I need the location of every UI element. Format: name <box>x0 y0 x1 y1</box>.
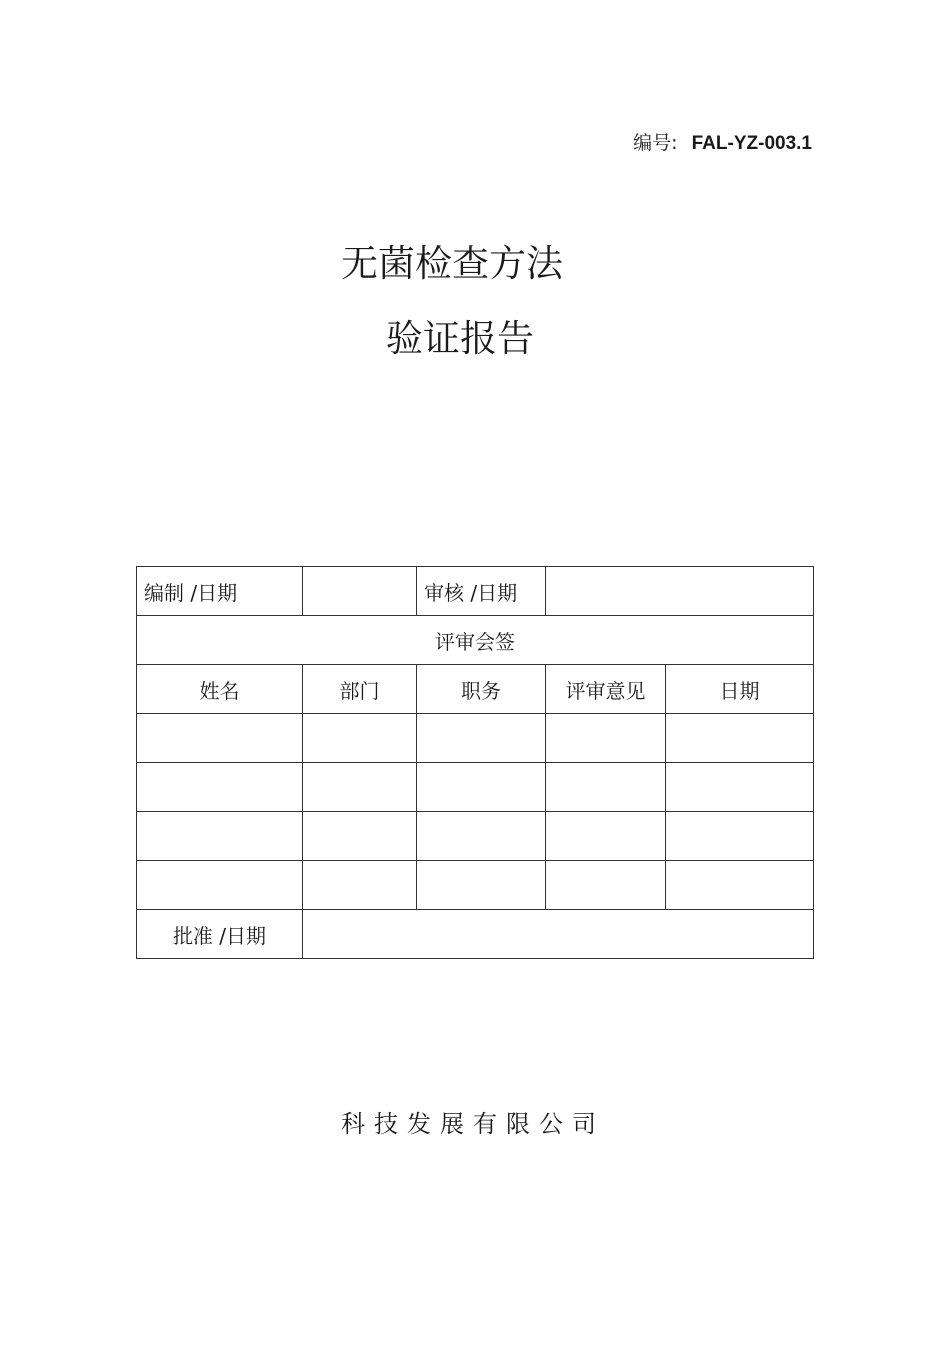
table-cell <box>303 861 417 910</box>
table-cell <box>666 714 814 763</box>
column-header-date: 日期 <box>666 665 814 714</box>
prepared-label: 编制 /日期 <box>137 567 303 616</box>
column-header-row <box>137 665 814 714</box>
column-header-opinion: 评审意见 <box>546 665 666 714</box>
table-cell <box>546 763 666 812</box>
document-number-label: 编号: <box>633 132 678 154</box>
reviewed-label: 审核 /日期 <box>417 567 546 616</box>
prepared-value <box>303 567 417 616</box>
table-cell <box>137 861 303 910</box>
table-row <box>137 812 814 861</box>
table-cell <box>666 812 814 861</box>
column-header-department: 部门 <box>303 665 417 714</box>
section-title-row <box>137 616 814 665</box>
table-cell <box>546 714 666 763</box>
table-cell <box>137 812 303 861</box>
table-row <box>137 763 814 812</box>
table-cell <box>137 763 303 812</box>
approved-label: 批准 /日期 <box>137 910 303 959</box>
table-row <box>137 714 814 763</box>
approved-row <box>137 910 814 959</box>
table-cell <box>417 714 546 763</box>
section-title: 评审会签 <box>137 616 814 665</box>
table-cell <box>417 861 546 910</box>
table-cell <box>546 812 666 861</box>
review-signoff-table <box>136 566 814 959</box>
document-title-line1: 无菌检查方法 <box>341 242 563 285</box>
table-cell <box>546 861 666 910</box>
table-cell <box>137 714 303 763</box>
table-cell <box>666 861 814 910</box>
column-header-position: 职务 <box>417 665 546 714</box>
table-cell <box>666 763 814 812</box>
table-cell <box>303 714 417 763</box>
column-header-name: 姓名 <box>137 665 303 714</box>
prepared-reviewed-row <box>137 567 814 616</box>
table-cell <box>303 812 417 861</box>
table-cell <box>303 763 417 812</box>
document-number <box>633 128 812 155</box>
document-number-value: FAL-YZ-003.1 <box>691 133 812 154</box>
table-cell <box>417 763 546 812</box>
company-name: 科技发展有限公司 <box>341 1110 605 1138</box>
approved-value <box>303 910 814 959</box>
table-cell <box>417 812 546 861</box>
document-title-line2: 验证报告 <box>386 317 534 360</box>
reviewed-value <box>546 567 814 616</box>
table-row <box>137 861 814 910</box>
